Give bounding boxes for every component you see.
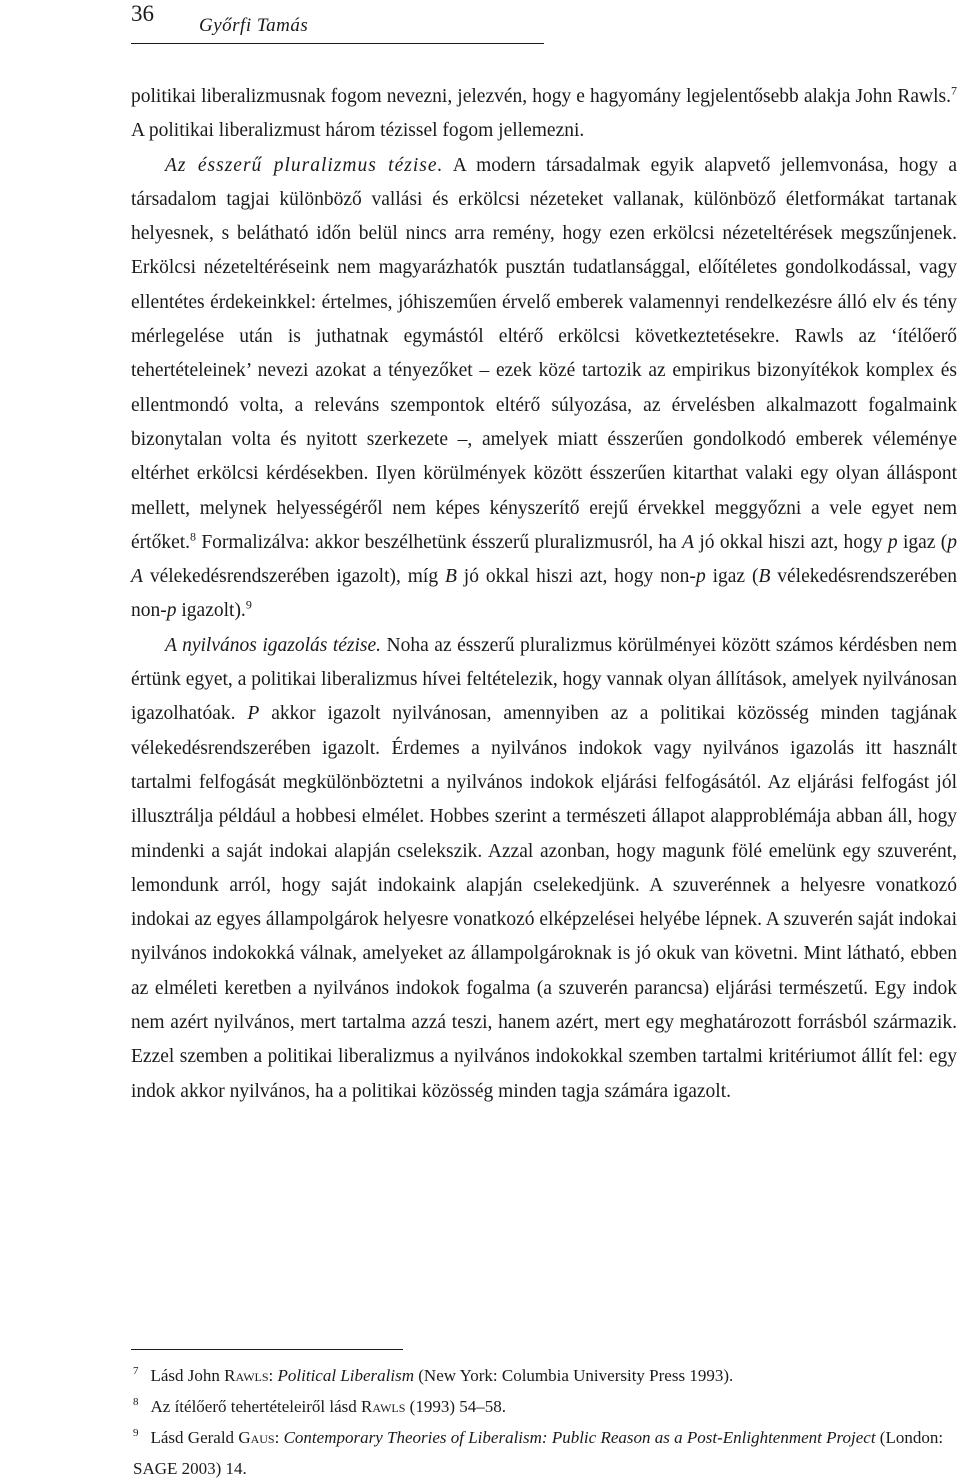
footnote-8: $^8$ Az ítélőerő tehertételeiről lásd Rawls (1993) 54–58. (133, 1396, 506, 1416)
footnote-9: $^9$ Lásd Gerald Gaus: Contemporary Theories of Liberalism: Public Reason as a Post-Enlightenment Project (London: SAGE 2003) 14. (133, 1427, 944, 1478)
page-header (131, 0, 551, 44)
running-head: Győrfi Tamás (199, 15, 309, 36)
footnote-rule (131, 1349, 403, 1350)
footnote-ref-7: 7 (951, 83, 957, 98)
footnotes (131, 1360, 957, 1484)
section-heading-reasonable-pluralism: Az ésszerű pluralizmus tézise. (165, 154, 444, 176)
footnote-ref-9: 9 (245, 597, 252, 612)
section-heading-public-justification: A nyilvános igazolás tézise. (165, 634, 382, 656)
paragraph-3: A nyilvános igazolás tézise. Noha az ésszerű pluralizmus körülményei között számos kérdésben nem értünk egyet, a politikai liberalizmus hívei feltételezik, hogy vannak olyan állítások, amelyek nyilvánosan igazolhatóak. P akkor igazolt nyilvánosan, amennyiben az a politikai közösség minden tagjának vélekedésrendszerében igazolt. Érdemes a nyilvános indokok vagy nyilvános igazolás itt használt tartalmi felfogását megkülönböztetni a nyilvános indokok eljárási felfogásától. Az eljárási felfogást jól illusztrálja például a hobbesi elmélet. Hobbes szerint a természeti állapot alapproblémája abban áll, hogy mindenki a saját indokai alapján cselekszik. Azzal azonban, hogy magunk fölé emelünk egy szuverént, lemondunk arról, hogy saját indokaink alapján cselekedjünk. A szuverénnek a helyesre vonatkozó indokai az egyes állampolgárok helyesre vonatkozó elképzelései helyébe lépnek. A szuverén saját indokai nyilvános indokokká válnak, amelyeket az állampolgároknak is jó okuk van követni. Mint látható, ebben az elméleti keretben a nyilvános indokok fogalma (a szuverén parancsa) eljárási természetű. Egy indok nem azért nyilvános, mert tartalma azzá teszi, hanem azért, mert egy meghatározott forrásból származik. Ezzel szemben a politikai liberalizmus a nyilvános indokokkal szemben tartalmi kritériumot állít fel: egy indok akkor nyilvános, ha a politikai közösség minden tagja számára igazolt. (131, 634, 958, 1102)
body-text (131, 80, 957, 1109)
footnote-7: $^7$ Lásd John Rawls: Political Liberalism (New York: Columbia University Press 1993). (133, 1365, 734, 1385)
paragraph-2: Az ésszerű pluralizmus tézise. A modern társadalmak egyik alapvető jellemvonása, hogy a társadalom tagjai különböző vallási és erkölcsi nézeteket vallanak, különböző életformákat tartanak helyesnek, s belátható időn belül nincs arra remény, hogy ezen erkölcsi nézeteltérések megszűnjenek. Erkölcsi nézeteltéréseink nem magyarázhatók pusztán tudatlansággal, előítéletes gondolkodással, vagy ellentétes érdekeinkkel: értelmes, jóhiszeműen érvelő emberek valamennyi rendelkezésre álló elv és tény mérlegelése után is juthatnak egymástól eltérő erkölcsi következtetésekre. Rawls az ‘ítélőerő tehertételeinek’ nevezi azokat a tényezőket – ezek közé tartozik az empirikus bizonyítékok komplex és ellentmondó volta, a releváns szempontok eltérő súlyozása, az érvelésben alkalmazott fogalmaink bizonytalan volta és nyitott szerkezete –, amelyek miatt ésszerűen gondolkodó emberek véleménye eltérhet erkölcsi kérdésekben. Ilyen körülmények között ésszerűen kitarthat valaki egy olyan álláspont mellett, melynek helyességéről nem képes kényszerítő erejű érvekkel meggyőzni a vele egyet nem értőket.$^8$ Formalizálva: akkor beszélhetünk ésszerű pluralizmusról, ha A jó okkal hiszi azt, hogy p igaz (p A vélekedésrendszerében igazolt), míg B jó okkal hiszi azt, hogy non-p igaz (B vélekedésrendszerében non-p igazolt).$^9$ (131, 154, 957, 622)
footnote-ref-8: 8 (190, 529, 197, 544)
page-number: 36 (131, 1, 154, 26)
paragraph-1: politikai liberalizmusnak fogom nevezni, jelezvén, hogy e hagyomány legjelentősebb alakja John Rawls.$^7$ A politikai liberalizmust három tézissel fogom jellemezni. (131, 83, 957, 142)
header-rule (131, 43, 544, 44)
